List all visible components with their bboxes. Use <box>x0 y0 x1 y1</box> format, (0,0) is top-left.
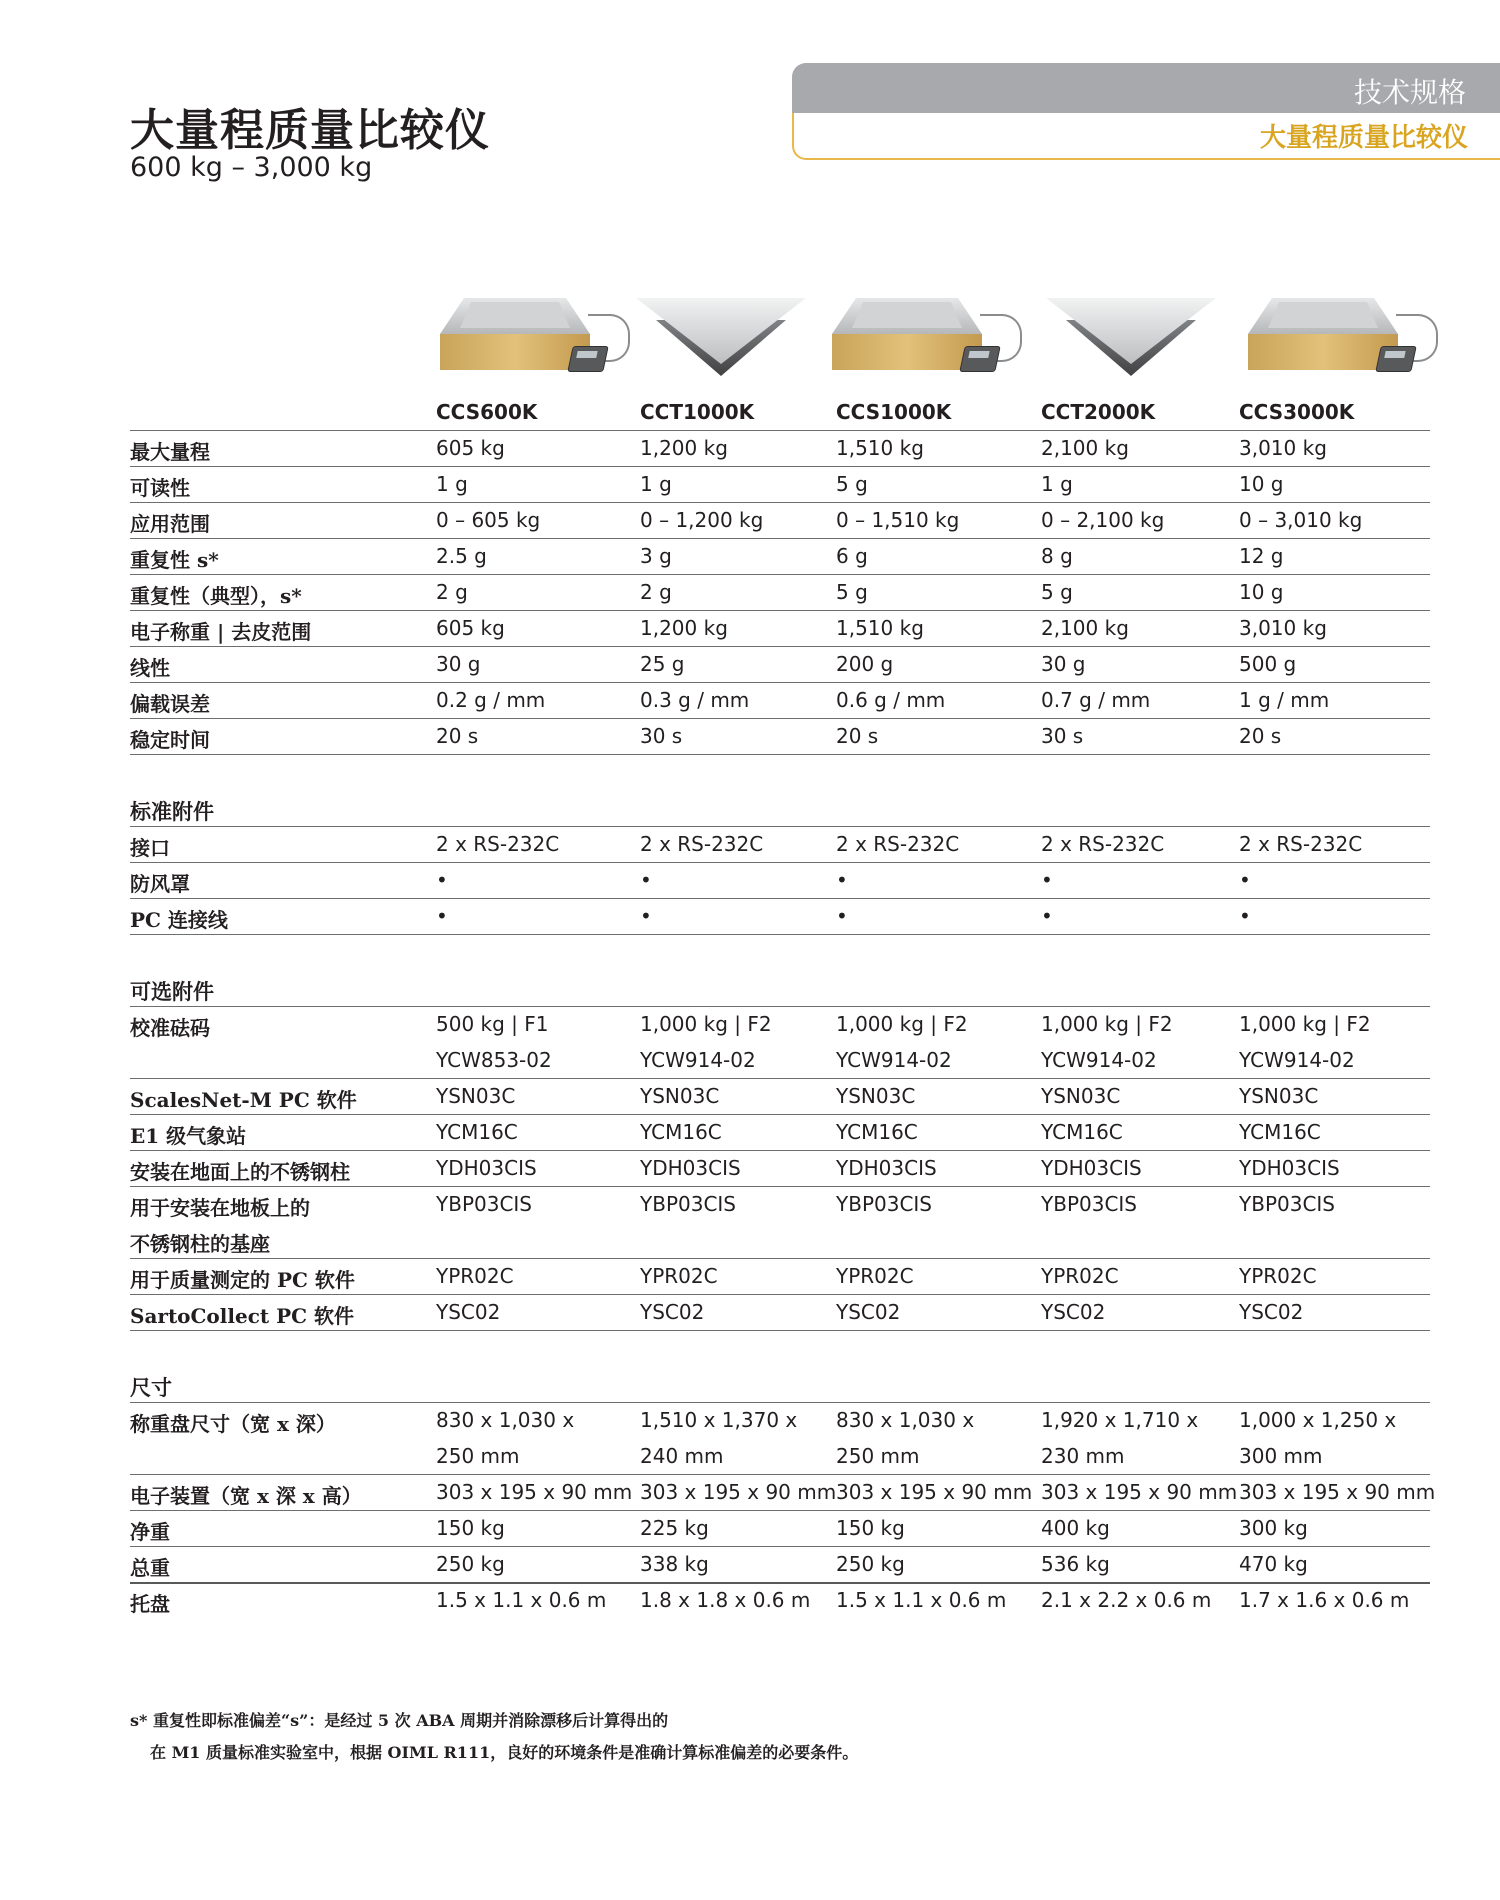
bullet-mark: • <box>640 868 652 892</box>
table-cell: 30 s <box>640 724 683 748</box>
std-row-interface <box>130 826 1430 863</box>
table-cell: YCM16C <box>1041 1120 1123 1144</box>
table-cell: 2 x RS-232C <box>436 832 560 856</box>
table-cell: YCW914-02 <box>1239 1048 1355 1072</box>
table-cell: 3,010 kg <box>1239 616 1327 640</box>
table-cell: 30 g <box>1041 652 1086 676</box>
row-label: 偏载误差 <box>130 692 210 716</box>
table-cell: 605 kg <box>436 616 505 640</box>
table-cell: 300 kg <box>1239 1516 1308 1540</box>
table-cell: 536 kg <box>1041 1552 1110 1576</box>
row-label: 可读性 <box>130 476 190 500</box>
product-image-cct2000k <box>1046 298 1216 378</box>
spec-row-readability <box>130 466 1430 503</box>
table-cell: YDH03CIS <box>1041 1156 1142 1180</box>
row-label: 最大量程 <box>130 440 210 464</box>
table-cell: 1,000 kg | F2 <box>836 1012 968 1036</box>
table-cell: 2 g <box>436 580 468 604</box>
table-cell: 338 kg <box>640 1552 709 1576</box>
table-cell: 303 x 195 x 90 mm <box>1041 1480 1238 1504</box>
table-cell: 1 g <box>436 472 468 496</box>
product-image-ccs600k <box>440 298 640 378</box>
table-cell: YPR02C <box>640 1264 718 1288</box>
row-label: 安装在地面上的不锈钢柱 <box>130 1160 350 1184</box>
table-cell: 0.2 g / mm <box>436 688 546 712</box>
row-label: E1 级气象站 <box>130 1124 247 1148</box>
table-cell: YSC02 <box>1041 1300 1106 1324</box>
spec-row-off-center-load <box>130 682 1430 719</box>
table-cell: 2 x RS-232C <box>1239 832 1363 856</box>
row-label: 应用范围 <box>130 512 210 536</box>
table-cell: YDH03CIS <box>436 1156 537 1180</box>
row-label: 称重盘尺寸（宽 x 深） <box>130 1412 336 1436</box>
section-title: 可选附件 <box>130 979 214 1004</box>
table-cell: YBP03CIS <box>1239 1192 1336 1216</box>
table-cell: 605 kg <box>436 436 505 460</box>
row-label: 用于安装在地板上的 <box>130 1196 310 1220</box>
table-cell: 30 s <box>1041 724 1084 748</box>
table-cell: 25 g <box>640 652 685 676</box>
bullet-mark: • <box>1239 904 1251 928</box>
table-cell: 1.5 x 1.1 x 0.6 m <box>836 1588 1007 1612</box>
table-cell: YCW914-02 <box>836 1048 952 1072</box>
table-cell: YCM16C <box>436 1120 518 1144</box>
table-cell: 470 kg <box>1239 1552 1308 1576</box>
table-cell: 303 x 195 x 90 mm <box>1239 1480 1436 1504</box>
row-label: 接口 <box>130 836 170 860</box>
table-cell: YCW853-02 <box>436 1048 552 1072</box>
product-image-ccs1000k <box>832 298 1032 378</box>
row-label: 稳定时间 <box>130 728 210 752</box>
table-cell: 0 – 1,510 kg <box>836 508 960 532</box>
section-tab <box>792 63 1500 160</box>
model-name: CCS3000K <box>1239 400 1355 424</box>
table-cell: YPR02C <box>436 1264 514 1288</box>
bullet-mark: • <box>836 904 848 928</box>
table-cell: 5 g <box>836 472 868 496</box>
table-cell: YBP03CIS <box>436 1192 533 1216</box>
table-cell: YSC02 <box>640 1300 705 1324</box>
table-cell: YSC02 <box>1239 1300 1304 1324</box>
row-label: 不锈钢柱的基座 <box>130 1232 270 1256</box>
row-label: SartoCollect PC 软件 <box>130 1304 354 1328</box>
tab-bottom-bar <box>792 113 1500 160</box>
row-label: 防风罩 <box>130 872 190 896</box>
table-cell: 1.8 x 1.8 x 0.6 m <box>640 1588 811 1612</box>
table-cell: 3,010 kg <box>1239 436 1327 460</box>
table-cell: 303 x 195 x 90 mm <box>640 1480 837 1504</box>
table-cell: 20 s <box>436 724 479 748</box>
dim-row-pallet <box>130 1582 1430 1618</box>
table-cell: YSN03C <box>1239 1084 1319 1108</box>
table-cell: 1.5 x 1.1 x 0.6 m <box>436 1588 607 1612</box>
bullet-mark: • <box>436 868 448 892</box>
bullet-mark: • <box>1041 868 1053 892</box>
model-name: CCS600K <box>436 400 538 424</box>
row-label: 总重 <box>130 1556 170 1580</box>
table-cell: YCW914-02 <box>1041 1048 1157 1072</box>
section-header-dimensions <box>130 1366 1430 1403</box>
spec-row-stabilization-time <box>130 718 1430 755</box>
opt-row-sartocollect <box>130 1294 1430 1331</box>
footnote-line-1: s* 重复性即标准偏差“s”：是经过 5 次 ABA 周期并消除漂移后计算得出的 <box>130 1711 669 1730</box>
table-cell: 400 kg <box>1041 1516 1110 1540</box>
table-cell: 500 g <box>1239 652 1297 676</box>
dim-row-net-weight <box>130 1510 1430 1547</box>
tab-bottom-label: 大量程质量比较仪 <box>1259 123 1468 153</box>
table-cell: 0 – 3,010 kg <box>1239 508 1363 532</box>
table-cell: 2,100 kg <box>1041 436 1129 460</box>
table-cell: 250 kg <box>436 1552 505 1576</box>
spec-row-tare-range <box>130 610 1430 647</box>
table-cell: 1 g <box>1041 472 1073 496</box>
table-cell: YDH03CIS <box>640 1156 741 1180</box>
std-row-draft-shield <box>130 862 1430 899</box>
product-image-ccs3000k <box>1248 298 1448 378</box>
table-cell: 1 g <box>640 472 672 496</box>
spec-row-range <box>130 502 1430 539</box>
table-cell: 10 g <box>1239 472 1284 496</box>
model-name: CCS1000K <box>836 400 952 424</box>
table-cell: 230 mm <box>1041 1444 1125 1468</box>
table-cell: 0 – 2,100 kg <box>1041 508 1165 532</box>
table-cell: 1.7 x 1.6 x 0.6 m <box>1239 1588 1410 1612</box>
opt-row-calibration-weight-code <box>130 1042 1430 1079</box>
table-cell: YPR02C <box>1239 1264 1317 1288</box>
table-cell: YBP03CIS <box>836 1192 933 1216</box>
section-title: 标准附件 <box>130 799 214 824</box>
footnote-line-2: 在 M1 质量标准实验室中，根据 OIML R111，良好的环境条件是准确计算标准偏差的必要条件。 <box>150 1743 859 1762</box>
table-cell: 500 kg | F1 <box>436 1012 549 1036</box>
tab-top-bar <box>792 63 1500 113</box>
table-cell: 250 kg <box>836 1552 905 1576</box>
table-cell: 830 x 1,030 x <box>436 1408 575 1432</box>
spec-row-max-capacity <box>130 430 1430 467</box>
page-title: 大量程质量比较仪 <box>130 105 490 156</box>
table-cell: 150 kg <box>436 1516 505 1540</box>
row-label: ScalesNet-M PC 软件 <box>130 1088 357 1112</box>
model-name: CCT1000K <box>640 400 755 424</box>
std-row-pc-cable <box>130 898 1430 935</box>
table-cell: 3 g <box>640 544 672 568</box>
table-cell: 0.6 g / mm <box>836 688 946 712</box>
table-cell: 1,920 x 1,710 x <box>1041 1408 1199 1432</box>
spec-row-repeatability <box>130 538 1430 575</box>
opt-row-column-base <box>130 1186 1430 1222</box>
table-cell: 1,000 x 1,250 x <box>1239 1408 1397 1432</box>
table-cell: YSC02 <box>436 1300 501 1324</box>
dim-row-gross-weight <box>130 1546 1430 1584</box>
opt-row-column-base-cont <box>130 1222 1430 1259</box>
table-cell: 2 x RS-232C <box>640 832 764 856</box>
row-label: 电子装置（宽 x 深 x 高） <box>130 1484 362 1508</box>
terminal-icon <box>1375 346 1417 372</box>
table-cell: YSN03C <box>1041 1084 1121 1108</box>
table-cell: 0.7 g / mm <box>1041 688 1151 712</box>
product-image-cct1000k <box>636 298 806 378</box>
bullet-mark: • <box>1239 868 1251 892</box>
opt-row-mass-software <box>130 1258 1430 1295</box>
table-cell: 1 g / mm <box>1239 688 1330 712</box>
table-cell: YSN03C <box>436 1084 516 1108</box>
table-cell: 1,510 x 1,370 x <box>640 1408 798 1432</box>
section-header-optional <box>130 970 1430 1007</box>
opt-row-weather-station <box>130 1114 1430 1151</box>
row-label: 重复性（典型），s* <box>130 584 302 608</box>
table-cell: 225 kg <box>640 1516 709 1540</box>
table-cell: 240 mm <box>640 1444 724 1468</box>
bullet-mark: • <box>436 904 448 928</box>
table-cell: 2 x RS-232C <box>836 832 960 856</box>
dim-row-pan-size <box>130 1402 1430 1438</box>
opt-row-stainless-column <box>130 1150 1430 1187</box>
row-label: 电子称重 | 去皮范围 <box>130 620 312 644</box>
table-cell: YBP03CIS <box>640 1192 737 1216</box>
table-cell: YDH03CIS <box>836 1156 937 1180</box>
table-cell: 250 mm <box>836 1444 920 1468</box>
row-label: 重复性 s* <box>130 548 219 572</box>
table-cell: 12 g <box>1239 544 1284 568</box>
table-cell: 2.5 g <box>436 544 487 568</box>
table-cell: YCM16C <box>640 1120 722 1144</box>
terminal-icon <box>567 346 609 372</box>
table-cell: 30 g <box>436 652 481 676</box>
table-cell: YSN03C <box>836 1084 916 1108</box>
row-label: PC 连接线 <box>130 908 228 932</box>
table-cell: YSN03C <box>640 1084 720 1108</box>
table-cell: 6 g <box>836 544 868 568</box>
table-cell: 303 x 195 x 90 mm <box>836 1480 1033 1504</box>
table-cell: 5 g <box>836 580 868 604</box>
opt-row-calibration-weight <box>130 1006 1430 1042</box>
table-cell: YCM16C <box>1239 1120 1321 1144</box>
table-cell: 150 kg <box>836 1516 905 1540</box>
table-cell: 20 s <box>836 724 879 748</box>
table-cell: 830 x 1,030 x <box>836 1408 975 1432</box>
table-cell: 250 mm <box>436 1444 520 1468</box>
row-label: 净重 <box>130 1520 170 1544</box>
table-cell: 303 x 195 x 90 mm <box>436 1480 633 1504</box>
table-cell: YPR02C <box>836 1264 914 1288</box>
table-cell: 200 g <box>836 652 894 676</box>
table-cell: 1,510 kg <box>836 616 924 640</box>
tab-top-label: 技术规格 <box>1353 76 1466 109</box>
table-cell: 0 – 1,200 kg <box>640 508 764 532</box>
table-cell: YDH03CIS <box>1239 1156 1340 1180</box>
table-cell: 2,100 kg <box>1041 616 1129 640</box>
table-cell: 0 – 605 kg <box>436 508 541 532</box>
table-cell: YPR02C <box>1041 1264 1119 1288</box>
spec-row-repeatability-typical <box>130 574 1430 611</box>
bullet-mark: • <box>836 868 848 892</box>
table-cell: 1,200 kg <box>640 616 728 640</box>
table-cell: YCW914-02 <box>640 1048 756 1072</box>
table-cell: 2.1 x 2.2 x 0.6 m <box>1041 1588 1212 1612</box>
table-cell: 1,200 kg <box>640 436 728 460</box>
table-cell: 5 g <box>1041 580 1073 604</box>
model-header-row <box>130 394 1430 431</box>
table-cell: 1,000 kg | F2 <box>640 1012 772 1036</box>
section-header-standard <box>130 790 1430 827</box>
row-label: 用于质量测定的 PC 软件 <box>130 1268 355 1292</box>
table-cell: 300 mm <box>1239 1444 1323 1468</box>
table-cell: 1,510 kg <box>836 436 924 460</box>
opt-row-scalesnet <box>130 1078 1430 1115</box>
model-name: CCT2000K <box>1041 400 1156 424</box>
bullet-mark: • <box>1041 904 1053 928</box>
table-cell: 8 g <box>1041 544 1073 568</box>
table-cell: YCM16C <box>836 1120 918 1144</box>
spec-row-linearity <box>130 646 1430 683</box>
table-cell: 10 g <box>1239 580 1284 604</box>
page-subtitle: 600 kg – 3,000 kg <box>130 152 373 183</box>
table-cell: 2 g <box>640 580 672 604</box>
row-label: 托盘 <box>130 1592 170 1616</box>
table-cell: 1,000 kg | F2 <box>1041 1012 1173 1036</box>
row-label: 校准砝码 <box>130 1016 210 1040</box>
table-cell: YSC02 <box>836 1300 901 1324</box>
dim-row-electronics <box>130 1474 1436 1511</box>
section-title: 尺寸 <box>130 1375 172 1400</box>
row-label: 线性 <box>130 656 170 680</box>
bullet-mark: • <box>640 904 652 928</box>
table-cell: 2 x RS-232C <box>1041 832 1165 856</box>
terminal-icon <box>959 346 1001 372</box>
dim-row-pan-size-cont <box>130 1438 1430 1475</box>
table-cell: 1,000 kg | F2 <box>1239 1012 1371 1036</box>
table-cell: 20 s <box>1239 724 1282 748</box>
table-cell: YBP03CIS <box>1041 1192 1138 1216</box>
table-cell: 0.3 g / mm <box>640 688 750 712</box>
